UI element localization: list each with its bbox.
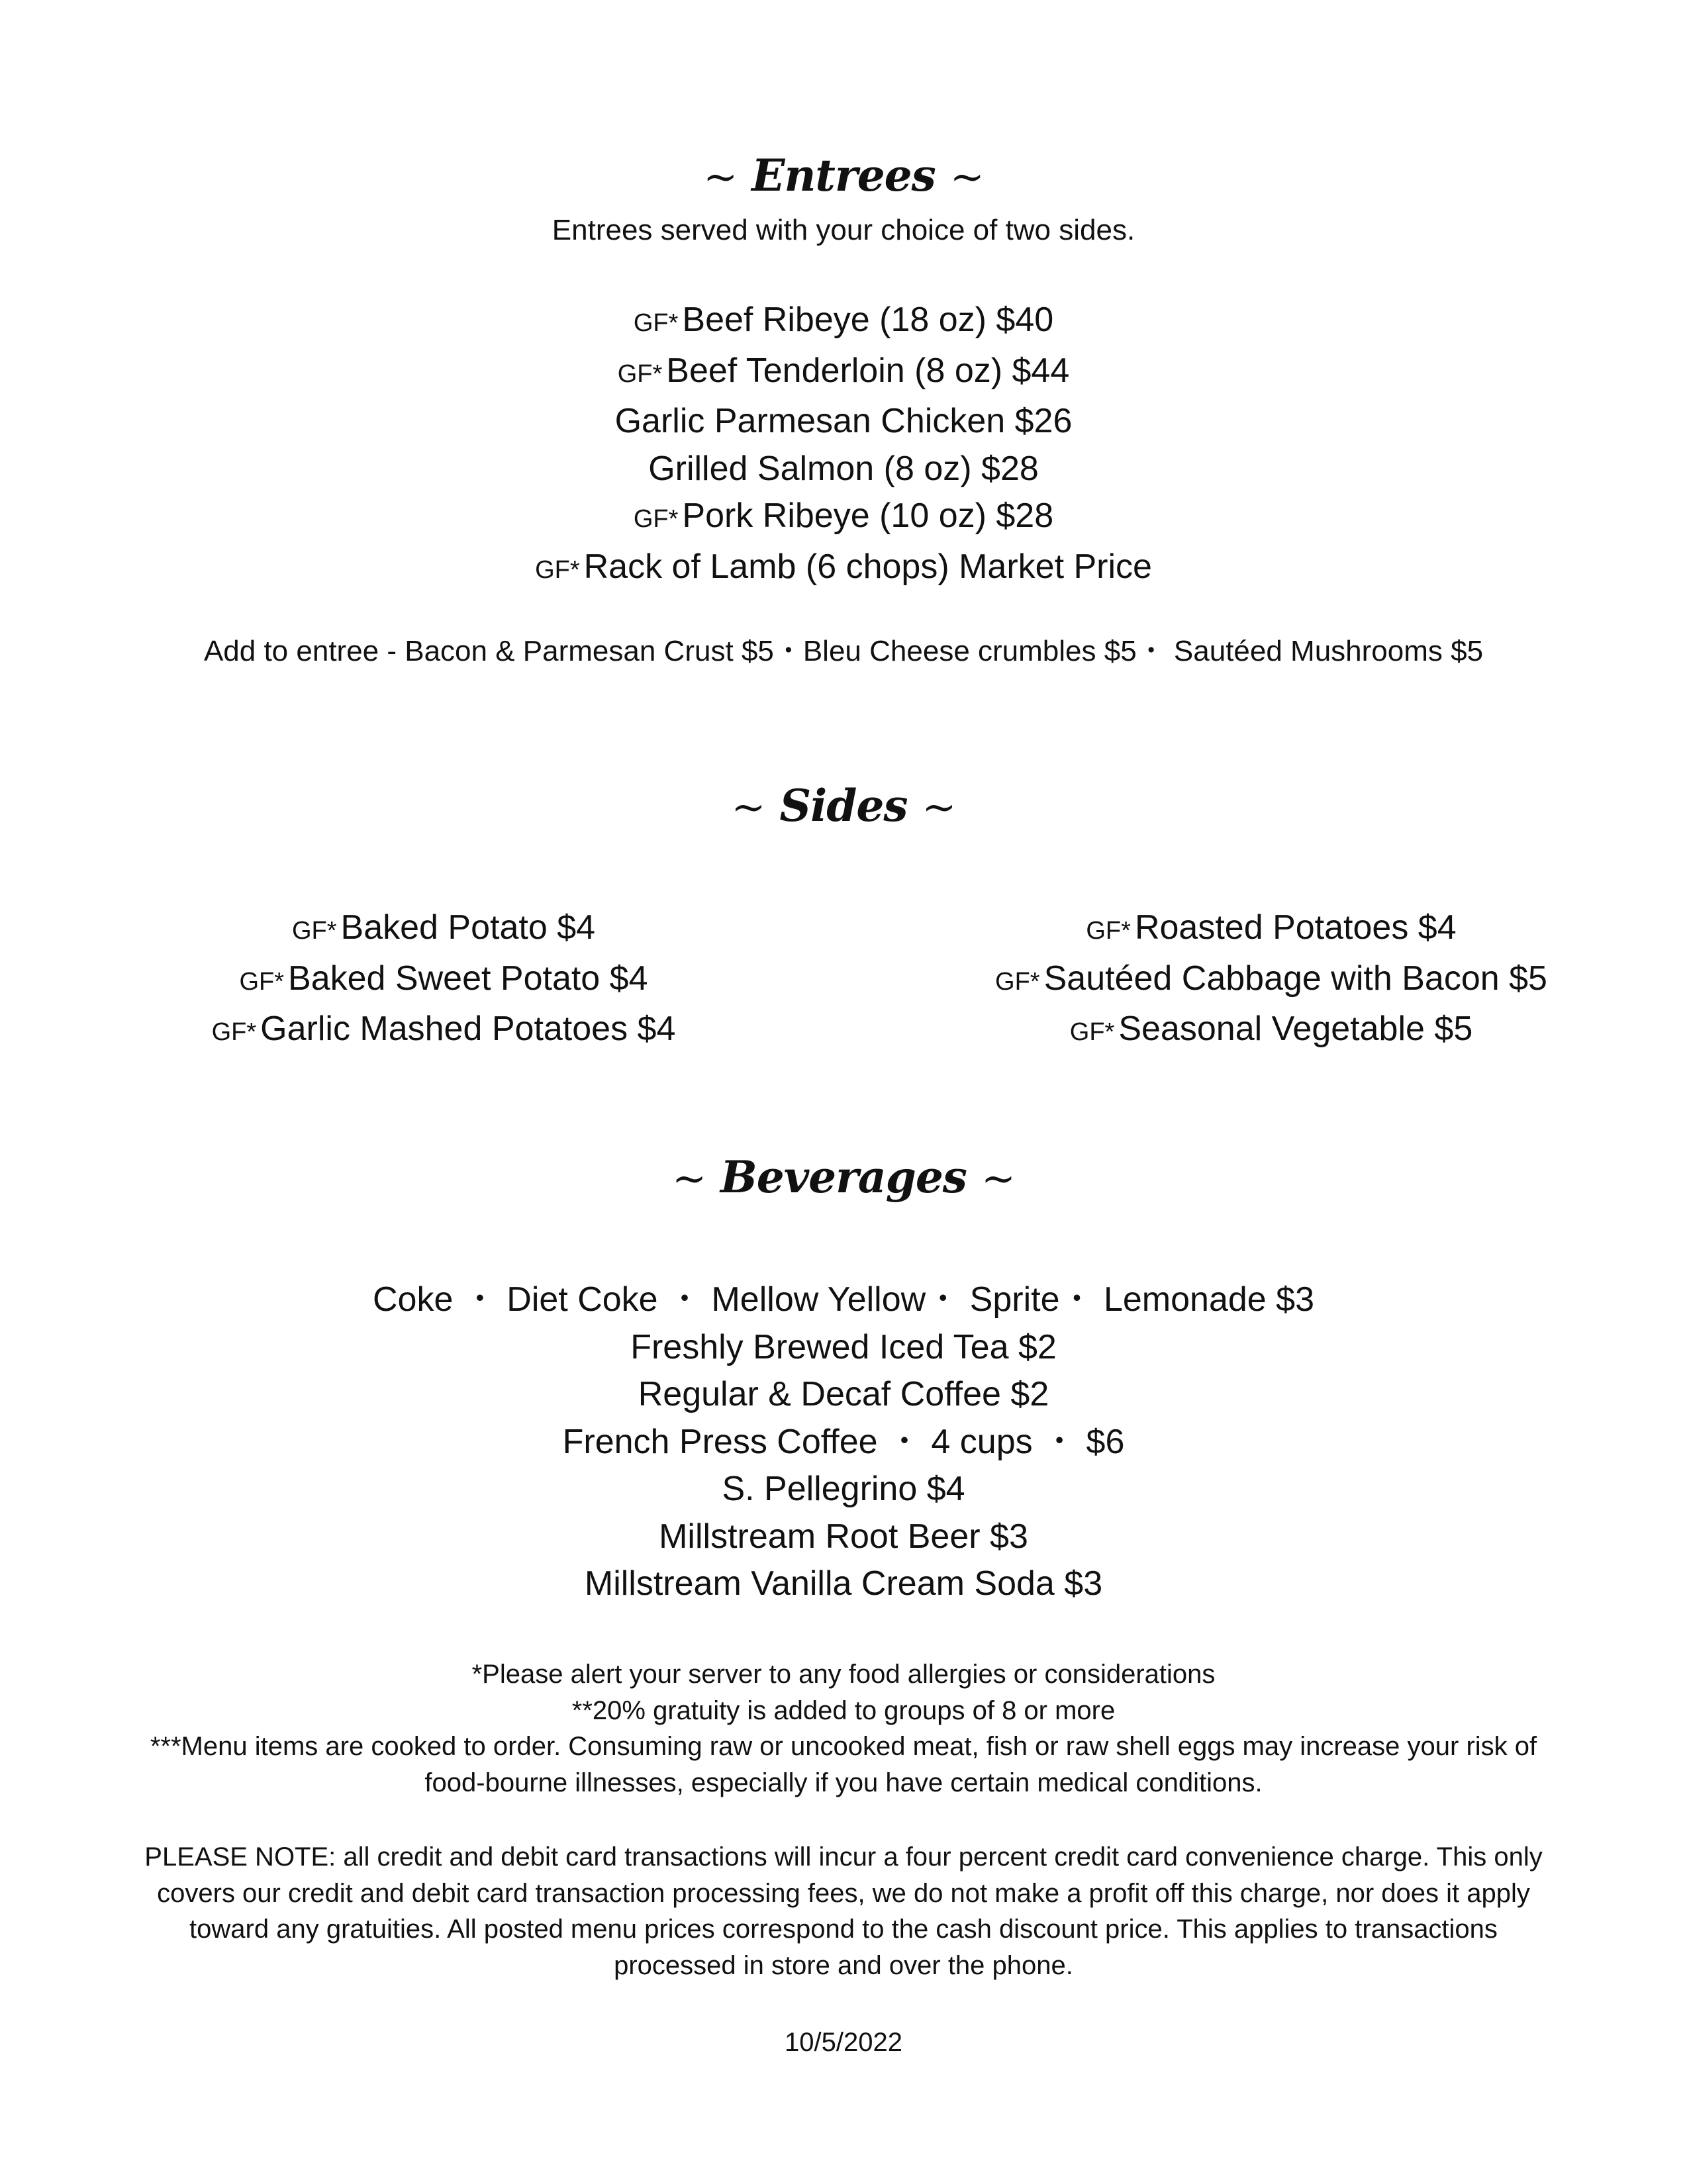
- menu-item-text: Beef Ribeye (18 oz) $40: [682, 301, 1054, 339]
- card-fee-line: processed in store and over the phone.: [614, 1950, 1073, 1980]
- entrees-title: Entrees: [751, 150, 936, 201]
- entrees-subtitle: Entrees served with your choice of two sides.: [552, 214, 1135, 246]
- tilde-left: ~: [672, 1154, 706, 1202]
- list-item: [887, 1006, 1655, 1057]
- list-item: Millstream Vanilla Cream Soda $3: [584, 1564, 1103, 1603]
- tilde-right: ~: [922, 783, 956, 831]
- gluten-free-marker: GF*: [633, 505, 679, 533]
- card-fee-line: covers our credit and debit card transaction processing fees, we do not make a profit off this charge, nor does it apply: [157, 1878, 1530, 1908]
- gluten-free-marker: GF*: [291, 917, 337, 945]
- list-item: [0, 544, 1687, 594]
- gluten-free-marker: GF*: [211, 1018, 257, 1046]
- sides-heading: [0, 779, 1687, 833]
- beverages-title: Beverages: [720, 1151, 967, 1203]
- card-fee-line: PLEASE NOTE: all credit and debit card transactions will incur a four percent credit card convenience charge. This only: [144, 1842, 1543, 1872]
- list-item: [0, 297, 1687, 348]
- list-item: S. Pellegrino $4: [722, 1470, 965, 1508]
- allergy-notes: [0, 1656, 1687, 1801]
- list-item: French Press Coffee ・ 4 cups ・ $6: [562, 1422, 1125, 1461]
- menu-item-text: Baked Sweet Potato $4: [288, 959, 648, 998]
- beverages-list: [0, 1276, 1687, 1608]
- gluten-free-marker: GF*: [633, 309, 679, 337]
- list-item: [93, 1006, 795, 1057]
- raw-food-warning-line: food-bourne illnesses, especially if you have certain medical conditions.: [424, 1768, 1263, 1797]
- card-fee-line: toward any gratuities. All posted menu prices correspond to the cash discount price. This applies to transactions: [189, 1915, 1498, 1944]
- gluten-free-marker: GF*: [1086, 917, 1131, 945]
- menu-item-text: Rack of Lamb (6 chops) Market Price: [583, 547, 1152, 586]
- gluten-free-marker: GF*: [239, 967, 285, 996]
- list-item: Millstream Root Beer $3: [659, 1517, 1028, 1556]
- entree-addons: Add to entree - Bacon & Parmesan Crust $5・Bleu Cheese crumbles $5・ Sautéed Mushrooms $5: [203, 635, 1484, 667]
- list-item: [887, 955, 1655, 1006]
- list-item: [93, 955, 795, 1006]
- list-item: Coke ・ Diet Coke ・ Mellow Yellow・ Sprite・ Lemonade $3: [372, 1280, 1314, 1319]
- gratuity-note: **20% gratuity is added to groups of 8 or more: [571, 1695, 1116, 1725]
- menu-item-text: Baked Potato $4: [340, 908, 596, 947]
- list-item: [0, 446, 1687, 493]
- tilde-right: ~: [981, 1154, 1015, 1202]
- menu-item-text: Beef Tenderloin (8 oz) $44: [666, 351, 1070, 390]
- gluten-free-marker: GF*: [535, 555, 580, 584]
- raw-food-warning-line: ***Menu items are cooked to order. Consuming raw or uncooked meat, fish or raw shell eggs may increase your risk of: [150, 1732, 1537, 1761]
- beverages-heading: [0, 1151, 1687, 1205]
- gluten-free-marker: GF*: [617, 359, 663, 388]
- list-item: [0, 398, 1687, 446]
- menu-item-text: Sautéed Cabbage with Bacon $5: [1043, 959, 1547, 998]
- entrees-heading: [0, 149, 1687, 203]
- list-item: Freshly Brewed Iced Tea $2: [630, 1327, 1057, 1366]
- list-item: [0, 348, 1687, 399]
- sides-left-column: [93, 904, 795, 1057]
- tilde-left: ~: [731, 783, 765, 831]
- gluten-free-marker: GF*: [1069, 1018, 1115, 1046]
- menu-item-text: Seasonal Vegetable $5: [1118, 1010, 1473, 1048]
- list-item: [887, 904, 1655, 955]
- menu-item-text: Pork Ribeye (10 oz) $28: [682, 497, 1054, 535]
- list-item: [93, 904, 795, 955]
- menu-item-text: Garlic Parmesan Chicken $26: [614, 402, 1073, 440]
- sides-title: Sides: [779, 780, 908, 831]
- entrees-list: [0, 297, 1687, 594]
- tilde-left: ~: [703, 152, 738, 201]
- sides-right-column: [887, 904, 1655, 1057]
- tilde-right: ~: [949, 152, 984, 201]
- menu-item-text: Grilled Salmon (8 oz) $28: [648, 449, 1039, 488]
- gluten-free-marker: GF*: [995, 967, 1040, 996]
- menu-date: 10/5/2022: [785, 2028, 902, 2057]
- list-item: [0, 493, 1687, 544]
- allergy-note: *Please alert your server to any food allergies or considerations: [471, 1660, 1216, 1689]
- menu-item-text: Garlic Mashed Potatoes $4: [260, 1010, 676, 1048]
- menu-item-text: Roasted Potatoes $4: [1134, 908, 1457, 947]
- card-fee-notice: [0, 1839, 1687, 1983]
- list-item: Regular & Decaf Coffee $2: [638, 1375, 1049, 1413]
